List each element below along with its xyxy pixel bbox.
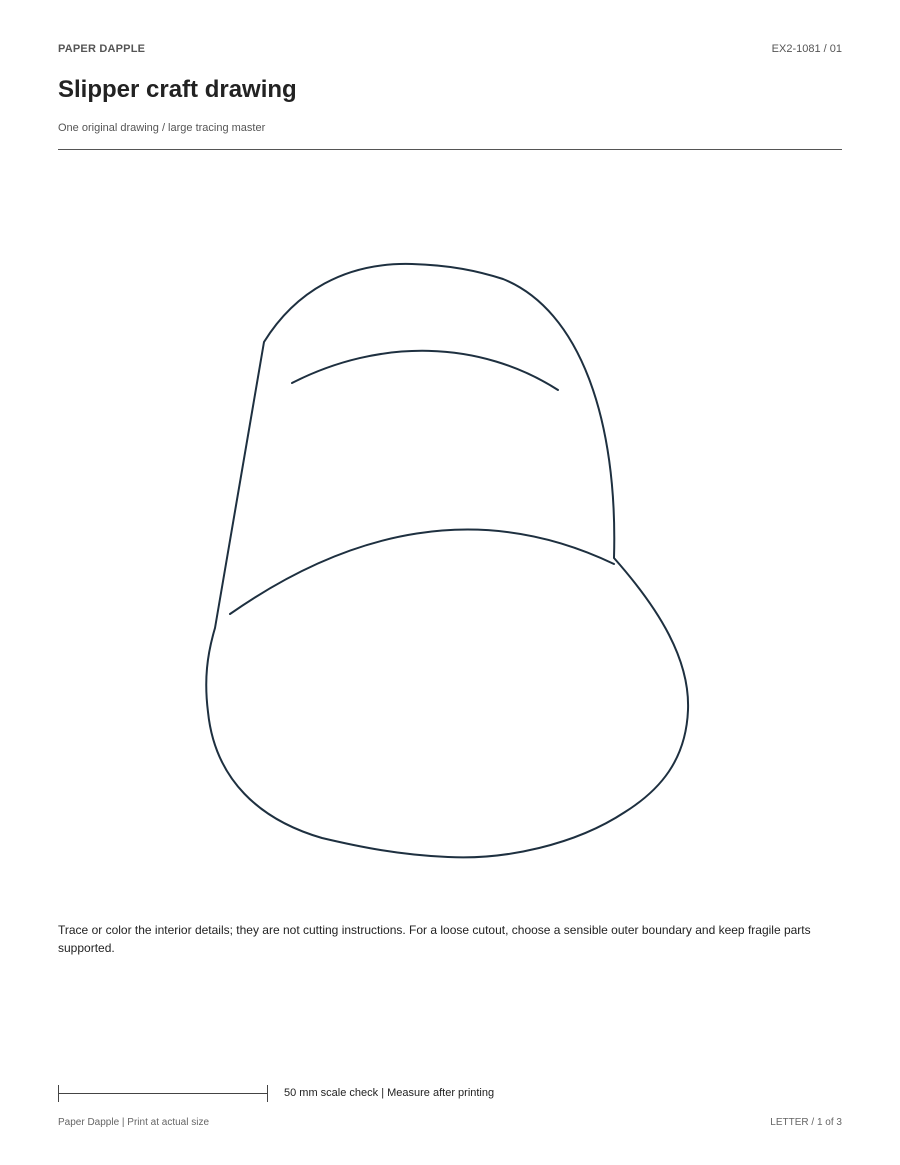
scale-bar <box>58 1085 268 1102</box>
sheet-code: EX2-1081 / 01 <box>771 43 842 55</box>
tracing-note: Trace or color the interior details; they are not cutting instructions. For a loose cutout, choose a sensible outer boundary and keep fragile parts supported. <box>58 923 811 955</box>
page-title: Slipper craft drawing <box>58 76 297 103</box>
brand-name: PAPER DAPPLE <box>58 43 146 55</box>
slipper-strap-line <box>292 351 558 390</box>
page-subtitle: One original drawing / large tracing master <box>58 122 266 134</box>
scale-bar-start-tick <box>58 1085 59 1102</box>
footer-page-info: LETTER / 1 of 3 <box>770 1117 842 1128</box>
scale-bar-end-tick <box>267 1085 268 1102</box>
scale-label: 50 mm scale check | Measure after printing <box>284 1087 495 1099</box>
footer-print-note: Paper Dapple | Print at actual size <box>58 1117 210 1128</box>
slipper-opening-line <box>230 530 614 614</box>
scale-bar-line <box>58 1093 268 1094</box>
